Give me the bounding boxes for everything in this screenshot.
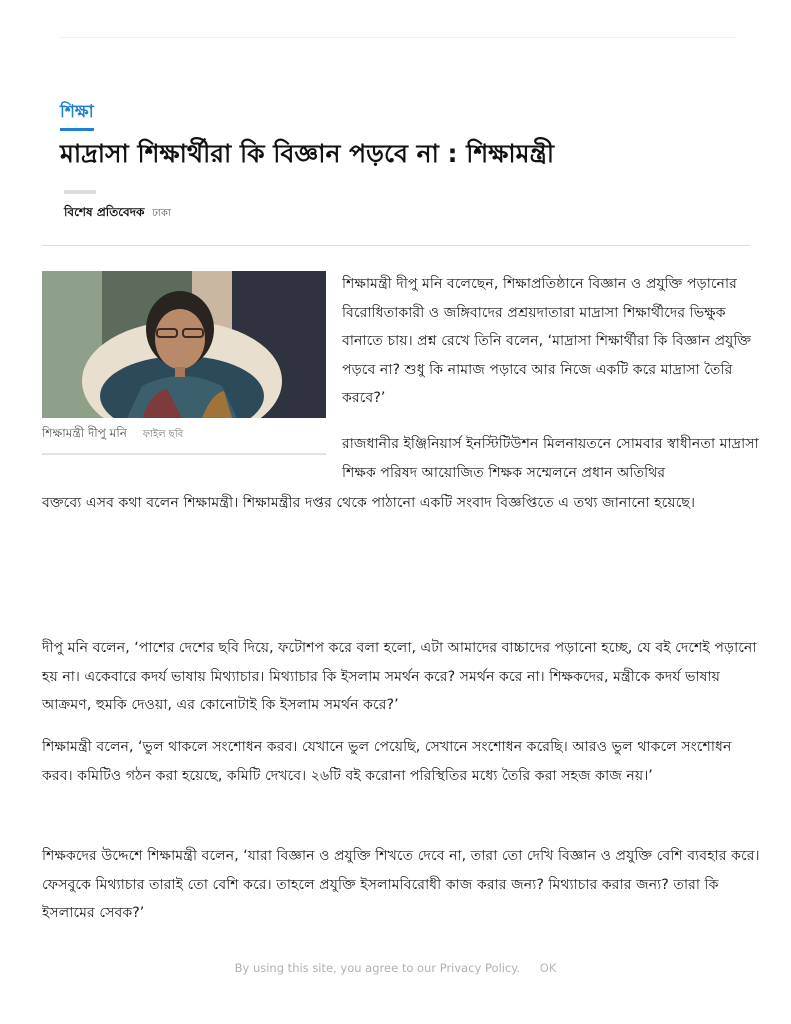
article-paragraph-3: দীপু মনি বলেন, ‘পাশের দেশের ছবি দিয়ে, ফটোশপ করে বলা হলো, এটা আমাদের বাচ্চাদের পড়ানো হচ্ছে, যে বই দেশেই পড়ানো হয় না। একেবারে কদর্য ভাষায় মিথ্যাচার। মিথ্যাচার কি ইসলাম সমর্থন করে? সমর্থন করে না। শিক্ষকদের, মন্ত্রীকে কদর্য ভাষায় আক্রমণ, হুমকি দেওয়া, এর কোনোটাই কি ইসলাম সমর্থন করে?’ — [42, 640, 757, 713]
photo-credit: ফাইল ছবি — [142, 429, 184, 440]
cookie-notice — [0, 958, 791, 978]
author-name[interactable]: বিশেষ প্রতিবেদক — [64, 205, 145, 219]
article-paragraph-2-part-1: রাজধানীর ইঞ্জিনিয়ার্স ইনস্টিটিউশন মিলনায়তনে সোমবার স্বাধীনতা মাদ্রাসা শিক্ষক পরিষদ আয়োজিত শিক্ষক সম্মেলনে প্রধান অতিথির — [342, 436, 759, 481]
byline — [64, 204, 171, 222]
cookie-notice-text: By using this site, you agree to our Privacy Policy. — [234, 961, 521, 975]
article-photo — [42, 271, 326, 418]
photo-caption-text: শিক্ষামন্ত্রী দীপু মনি — [42, 426, 127, 440]
article-paragraph-1: শিক্ষামন্ত্রী দীপু মনি বলেছেন, শিক্ষাপ্রতিষ্ঠানে বিজ্ঞান ও প্রযুক্তি পড়ানোর বিরোধিতাকারী ও জঙ্গিবাদের প্রশ্রয়দাতারা মাদ্রাসা শিক্ষার্থীদের ভিক্ষুক বানাতে চায়। প্রশ্ন রেখে তিনি বলেন, ‘মাদ্রাসা শিক্ষার্থীরা কি বিজ্ঞান প্রযুক্তি পড়বে না? শুধু কি নামাজ পড়াবে আর নিজে একটি করে মাদ্রাসা তৈরি করবে?’ — [342, 276, 752, 406]
top-divider — [58, 37, 736, 38]
article-paragraph-4: শিক্ষামন্ত্রী বলেন, ‘ভুল থাকলে সংশোধন করব। যেখানে ভুল পেয়েছি, সেখানে সংশোধন করেছি। আরও ভুল থাকলে সংশোধন করব। কমিটিও গঠন করা হয়েছে, কমিটি দেখবে। ২৬টি বই করোনা পরিস্থিতির মধ্যে তৈরি করা সহজ কাজ নয়।’ — [42, 739, 732, 784]
byline-divider — [42, 245, 750, 246]
article-photo-image — [42, 271, 326, 418]
photo-caption — [42, 424, 183, 444]
article-paragraph-5: শিক্ষকদের উদ্দেশে শিক্ষামন্ত্রী বলেন, ‘যারা বিজ্ঞান ও প্রযুক্তি শিখতে দেবে না, তারা তো দেখি বিজ্ঞান ও প্রযুক্তি বেশি ব্যবহার করে। ফেসবুকে মিথ্যাচার তারাই তো বেশি করে। তাহলে প্রযুক্তি ইসলামবিরোধী কাজ করার জন্য? মিথ্যাচার করার জন্য? তারা কি ইসলামের সেবক?’ — [42, 848, 760, 921]
category-link[interactable]: শিক্ষা — [60, 102, 94, 131]
article-paragraph-2-part-2: বক্তব্যে এসব কথা বলেন শিক্ষামন্ত্রী। শিক্ষামন্ত্রীর দপ্তর থেকে পাঠানো একটি সংবাদ বিজ্ঞপ্তিতে এ তথ্য জানানো হয়েছে। — [42, 495, 696, 511]
cookie-ok-button[interactable]: OK — [539, 961, 557, 975]
byline-marker — [64, 190, 96, 194]
caption-divider — [42, 453, 326, 455]
author-location: ঢাকা — [152, 208, 171, 219]
article-headline: মাদ্রাসা শিক্ষার্থীরা কি বিজ্ঞান পড়বে না : শিক্ষামন্ত্রী — [60, 139, 555, 168]
